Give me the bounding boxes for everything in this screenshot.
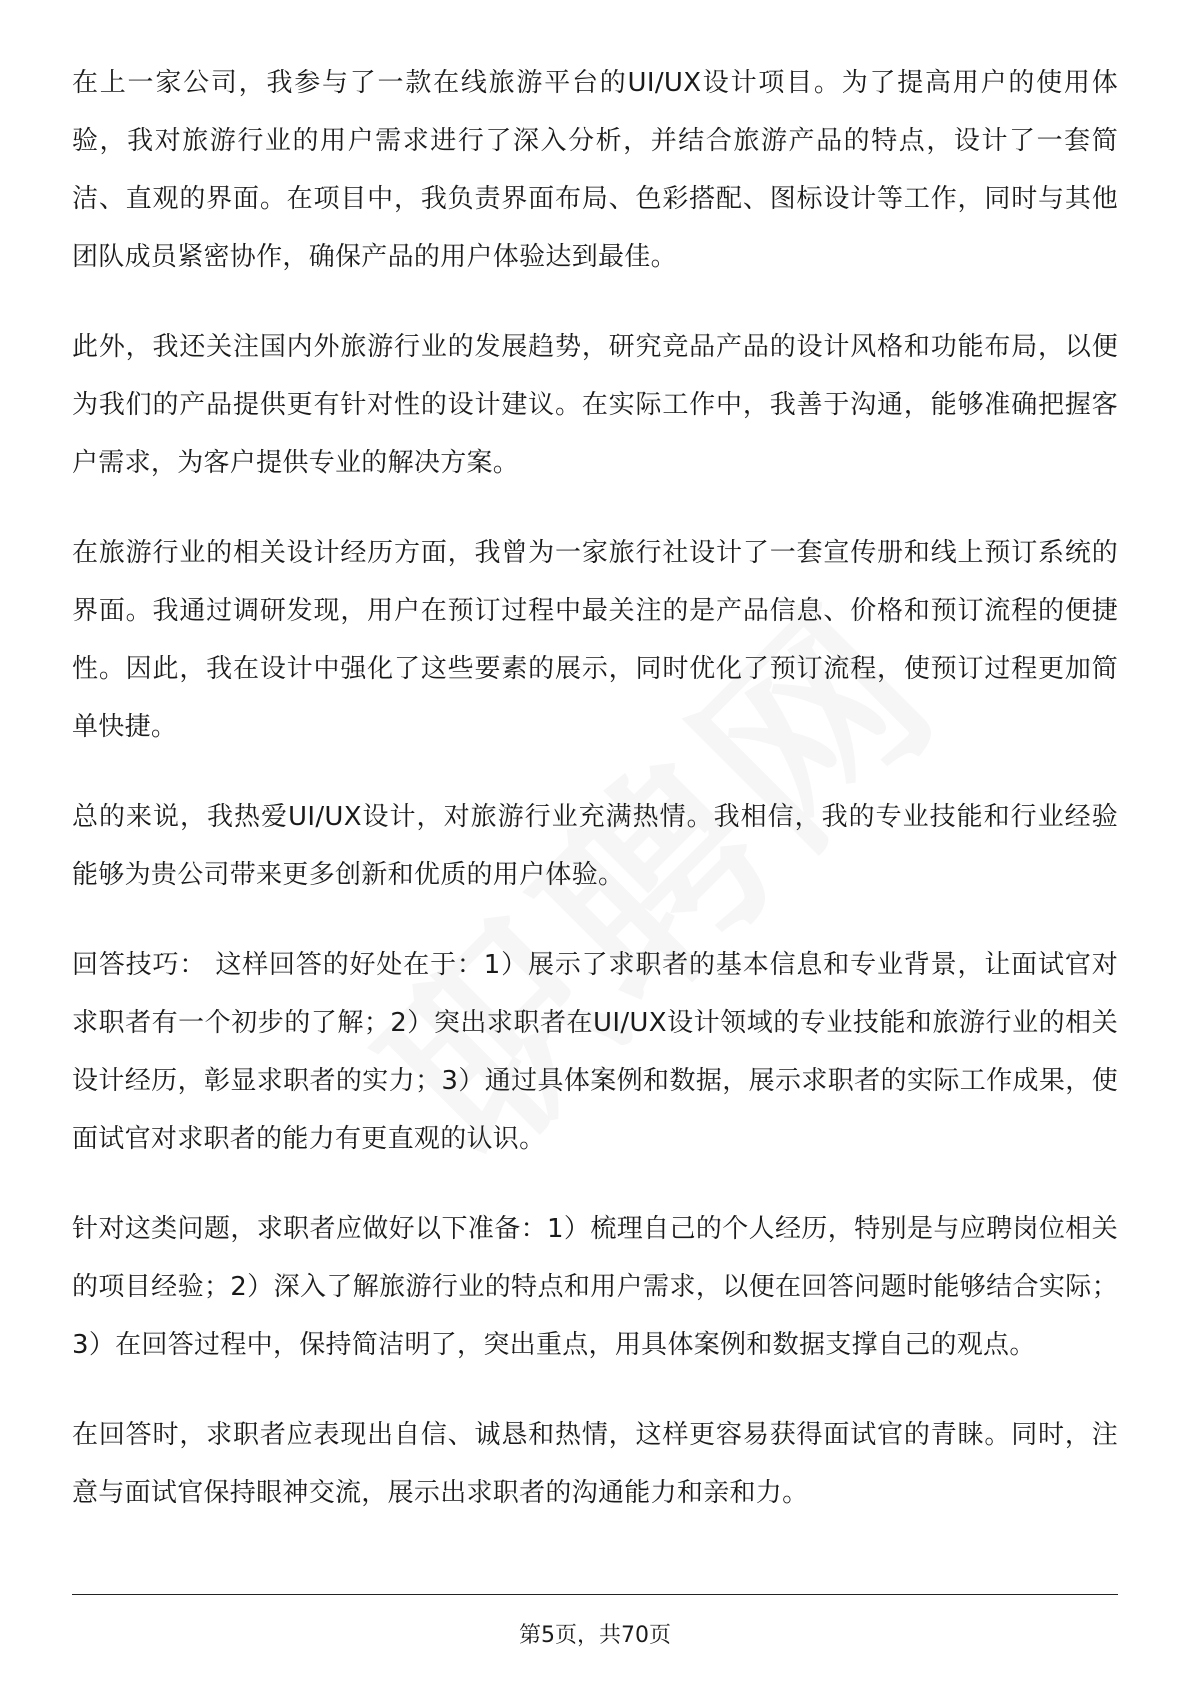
page-number: 第5页，共70页 bbox=[519, 1623, 671, 1648]
paragraph: 在上一家公司，我参与了一款在线旅游平台的UI/UX设计项目。为了提高用户的使用体验，我对旅游行业的用户需求进行了深入分析，并结合旅游产品的特点，设计了一套简洁、直观的界面。在项目中，我负责界面布局、色彩搭配、图标设计等工作，同时与其他团队成员紧密协作，确保产品的用户体验达到最佳。 bbox=[72, 68, 1118, 272]
paragraph: 总的来说，我热爱UI/UX设计，对旅游行业充满热情。我相信，我的专业技能和行业经验能够为贵公司带来更多创新和优质的用户体验。 bbox=[72, 802, 1118, 890]
paragraph: 在旅游行业的相关设计经历方面，我曾为一家旅行社设计了一套宣传册和线上预订系统的界面。我通过调研发现，用户在预订过程中最关注的是产品信息、价格和预订流程的便捷性。因此，我在设计中强化了这些要素的展示，同时优化了预订流程，使预订过程更加简单快捷。 bbox=[72, 538, 1118, 742]
footer-divider bbox=[72, 1594, 1118, 1595]
preparation-paragraph: 针对这类问题，求职者应做好以下准备：1）梳理自己的个人经历，特别是与应聘岗位相关的项目经验；2）深入了解旅游行业的特点和用户需求，以便在回答问题时能够结合实际；3）在回答过程中，保持简洁明了，突出重点，用具体案例和数据支撑自己的观点。 bbox=[72, 1214, 1118, 1360]
paragraph: 在回答时，求职者应表现出自信、诚恳和热情，这样更容易获得面试官的青睐。同时，注意与面试官保持眼神交流，展示出求职者的沟通能力和亲和力。 bbox=[72, 1420, 1118, 1508]
document-body bbox=[72, 54, 1118, 1554]
answer-tips-paragraph: 回答技巧： 这样回答的好处在于：1）展示了求职者的基本信息和专业背景，让面试官对求职者有一个初步的了解；2）突出求职者在UI/UX设计领域的专业技能和旅游行业的相关设计经历，彰显求职者的实力；3）通过具体案例和数据，展示求职者的实际工作成果，使面试官对求职者的能力有更直观的认识。 bbox=[72, 950, 1118, 1154]
paragraph: 此外，我还关注国内外旅游行业的发展趋势，研究竞品产品的设计风格和功能布局，以便为我们的产品提供更有针对性的设计建议。在实际工作中，我善于沟通，能够准确把握客户需求，为客户提供专业的解决方案。 bbox=[72, 332, 1118, 478]
